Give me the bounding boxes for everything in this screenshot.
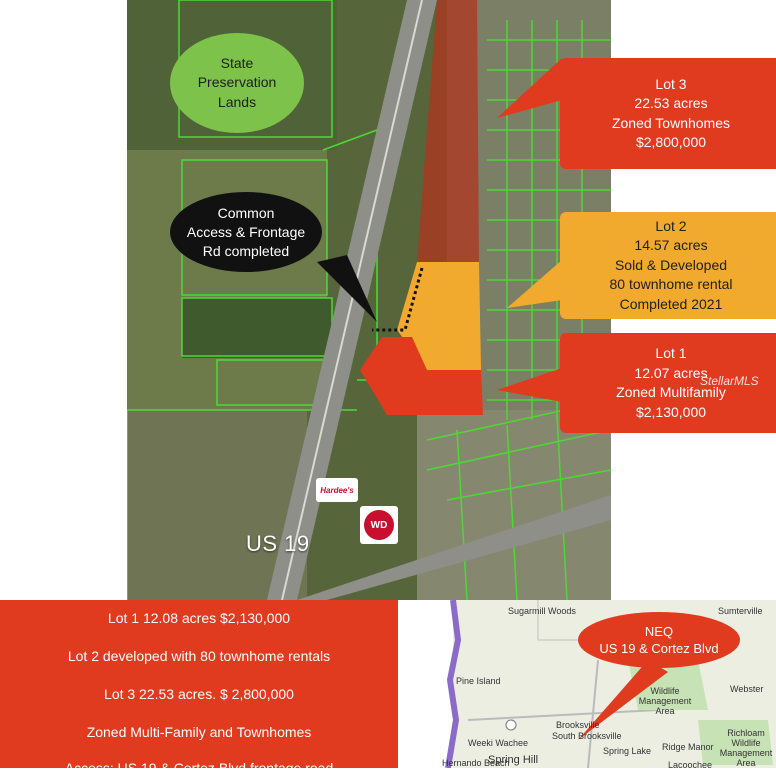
lot1-acres: 12.07 acres bbox=[634, 364, 708, 381]
wd-logo-mark: WD bbox=[364, 510, 394, 540]
summary-panel bbox=[0, 600, 398, 776]
wd-logo bbox=[360, 506, 398, 544]
place-brooksville: Brooksville bbox=[556, 720, 600, 730]
state-lands-line1: State bbox=[220, 54, 254, 71]
place-webster: Webster bbox=[730, 684, 764, 694]
lot1-price: $2,130,000 bbox=[635, 403, 707, 420]
lot1-name: Lot 1 bbox=[655, 345, 687, 361]
neq-line1: NEQ bbox=[644, 624, 674, 639]
state-lands-line2: Preservation bbox=[197, 74, 277, 91]
place-weeki-wachee: Weeki Wachee bbox=[468, 738, 529, 748]
place-ridge-manor: Ridge Manor bbox=[662, 742, 714, 752]
summary-line3: Lot 3 22.53 acres. $ 2,800,000 bbox=[104, 686, 294, 702]
lot2-name: Lot 2 bbox=[655, 217, 687, 234]
lot3-card bbox=[560, 58, 776, 169]
summary-line1: Lot 1 12.08 acres $2,130,000 bbox=[107, 610, 291, 626]
lot2-acres: 14.57 acres bbox=[634, 237, 708, 254]
lot3-price: $2,800,000 bbox=[635, 134, 707, 150]
state-preservation-label bbox=[170, 33, 304, 133]
hardees-logo: Hardee's bbox=[316, 478, 358, 502]
lot3-acres: 22.53 acres bbox=[634, 95, 708, 111]
lot2-card bbox=[560, 212, 776, 319]
state-lands-line3: Lands bbox=[217, 93, 257, 110]
place-south-brooksville: South Brooksville bbox=[552, 731, 622, 741]
place-hernando-beach: Hernando Beach bbox=[442, 758, 510, 768]
place-richloam: Richloam Wildlife Management Area bbox=[719, 728, 773, 768]
lot1-zoning: Zoned Multifamily bbox=[616, 384, 726, 400]
place-sugarmill: Sugarmill Woods bbox=[508, 606, 576, 616]
summary-line4: Zoned Multi-Family and Townhomes bbox=[86, 724, 312, 740]
lot2-completed: Completed 2021 bbox=[619, 295, 723, 312]
lot2-status: Sold & Developed bbox=[614, 256, 728, 273]
access-callout bbox=[170, 192, 322, 272]
watermark: StellarMLS bbox=[700, 374, 759, 388]
access-line3: Rd completed bbox=[202, 242, 290, 259]
access-line1: Common bbox=[217, 204, 275, 221]
place-sumterville: Sumterville bbox=[718, 606, 763, 616]
place-spring-lake: Spring Lake bbox=[603, 746, 652, 756]
lot2-detail: 80 townhome rental bbox=[609, 276, 733, 293]
place-spring-hill: Spring Hill bbox=[488, 754, 539, 766]
lot3-zoning: Zoned Townhomes bbox=[611, 114, 731, 131]
place-pine-island: Pine Island bbox=[456, 676, 501, 686]
place-lacoochee: Lacoochee bbox=[668, 760, 713, 768]
neq-callout bbox=[578, 612, 740, 668]
summary-line2: Lot 2 developed with 80 townhome rentals bbox=[67, 648, 331, 664]
us19-road-label: US 19 bbox=[246, 531, 310, 556]
neq-line2: US 19 & Cortez Blvd bbox=[599, 641, 719, 656]
summary-line5: Access: US 19 & Cortez Blvd frontage road bbox=[64, 760, 334, 776]
lot3-name: Lot 3 bbox=[655, 75, 687, 92]
place-wma: Wildlife Management Area bbox=[638, 686, 692, 716]
access-line2: Access & Frontage bbox=[186, 223, 306, 240]
